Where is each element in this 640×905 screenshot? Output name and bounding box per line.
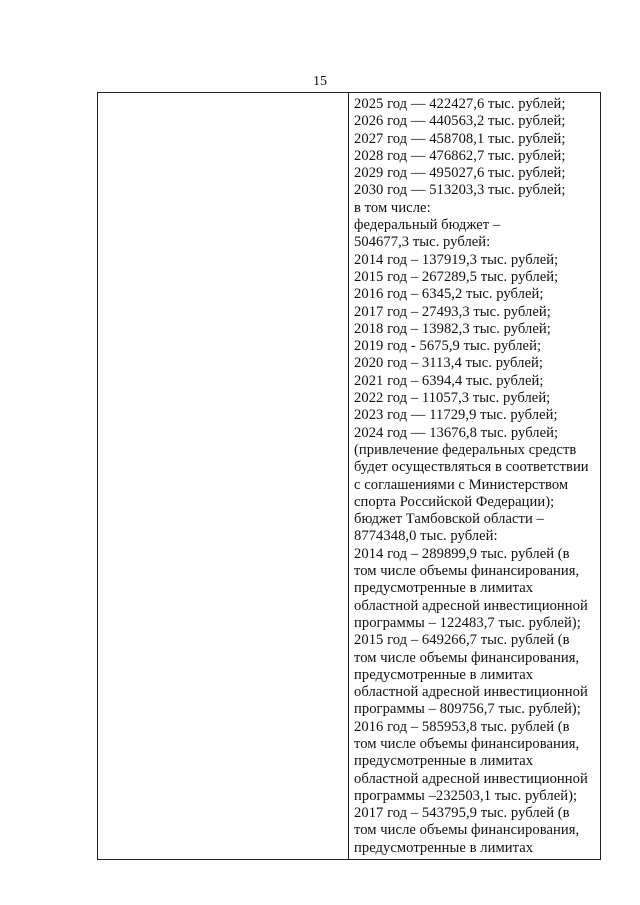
text-line: 2024 год — 13676,8 тыс. рублей; [354, 424, 559, 441]
text-line: том числе объемы финансирования, [354, 822, 580, 839]
text-line: 2022 год – 11057,3 тыс. рублей; [354, 390, 551, 407]
text-line: программы – 809756,7 тыс. рублей); [354, 701, 581, 718]
text-line: предусмотренные в лимитах [354, 580, 534, 597]
page-number: 15 [313, 74, 327, 89]
text-line: 2014 год – 289899,9 тыс. рублей (в [354, 545, 570, 562]
text-line: предусмотренные в лимитах [354, 839, 534, 856]
text-line: 2016 год – 6345,2 тыс. рублей; [354, 286, 544, 303]
text-line: 2018 год – 13982,3 тыс. рублей; [354, 320, 551, 337]
text-line: том числе объемы финансирования, [354, 563, 580, 580]
left-cell-empty [98, 93, 349, 859]
text-line: 2015 год – 649266,7 тыс. рублей (в [354, 632, 570, 649]
text-line: 2030 год — 513203,3 тыс. рублей; [354, 182, 566, 199]
text-line: том числе объемы финансирования, [354, 735, 580, 752]
text-line: с соглашениями с Министерством [354, 476, 569, 493]
text-line: 2029 год — 495027,6 тыс. рублей; [354, 165, 566, 182]
text-line: (привлечение федеральных средств [354, 441, 577, 458]
text-line: областной адресной инвестиционной [354, 597, 588, 614]
text-line: будет осуществляться в соответствии [354, 459, 589, 476]
text-line: 2027 год — 458708,1 тыс. рублей; [354, 130, 566, 147]
text-line: областной адресной инвестиционной [354, 770, 588, 787]
text-line: предусмотренные в лимитах [354, 753, 534, 770]
text-line: в том числе: [354, 199, 431, 216]
text-line: том числе объемы финансирования, [354, 649, 580, 666]
text-line: 2019 год - 5675,9 тыс. рублей; [354, 338, 542, 355]
text-line: 2015 год – 267289,5 тыс. рублей; [354, 268, 559, 285]
text-line: областной адресной инвестиционной [354, 684, 588, 701]
text-line: 8774348,0 тыс. рублей: [354, 528, 498, 545]
text-line: спорта Российской Федерации); [354, 493, 555, 510]
text-line: федеральный бюджет – [354, 217, 501, 234]
program-table [97, 92, 601, 860]
text-line: 2025 год — 422427,6 тыс. рублей; [354, 96, 566, 112]
text-line: 2023 год — 11729,9 тыс. рублей; [354, 407, 558, 424]
text-line: 2017 год – 27493,3 тыс. рублей; [354, 303, 551, 320]
text-line: предусмотренные в лимитах [354, 666, 534, 683]
text-line: 504677,3 тыс. рублей: [354, 234, 491, 251]
text-line: 2017 год – 543795,9 тыс. рублей (в [354, 805, 570, 822]
text-line: программы – 122483,7 тыс. рублей); [354, 614, 581, 631]
text-line: бюджет Тамбовской области – [354, 511, 544, 528]
text-line: 2028 год — 476862,7 тыс. рублей; [354, 147, 566, 164]
text-line: 2016 год – 585953,8 тыс. рублей (в [354, 718, 570, 735]
text-line: 2026 год — 440563,2 тыс. рублей; [354, 113, 566, 130]
text-line: 2014 год – 137919,3 тыс. рублей; [354, 251, 559, 268]
right-cell-funding-text [349, 93, 600, 859]
text-line: 2021 год – 6394,4 тыс. рублей; [354, 372, 544, 389]
text-line: 2020 год – 3113,4 тыс. рублей; [354, 355, 543, 372]
text-line: программы –232503,1 тыс. рублей); [354, 787, 578, 804]
